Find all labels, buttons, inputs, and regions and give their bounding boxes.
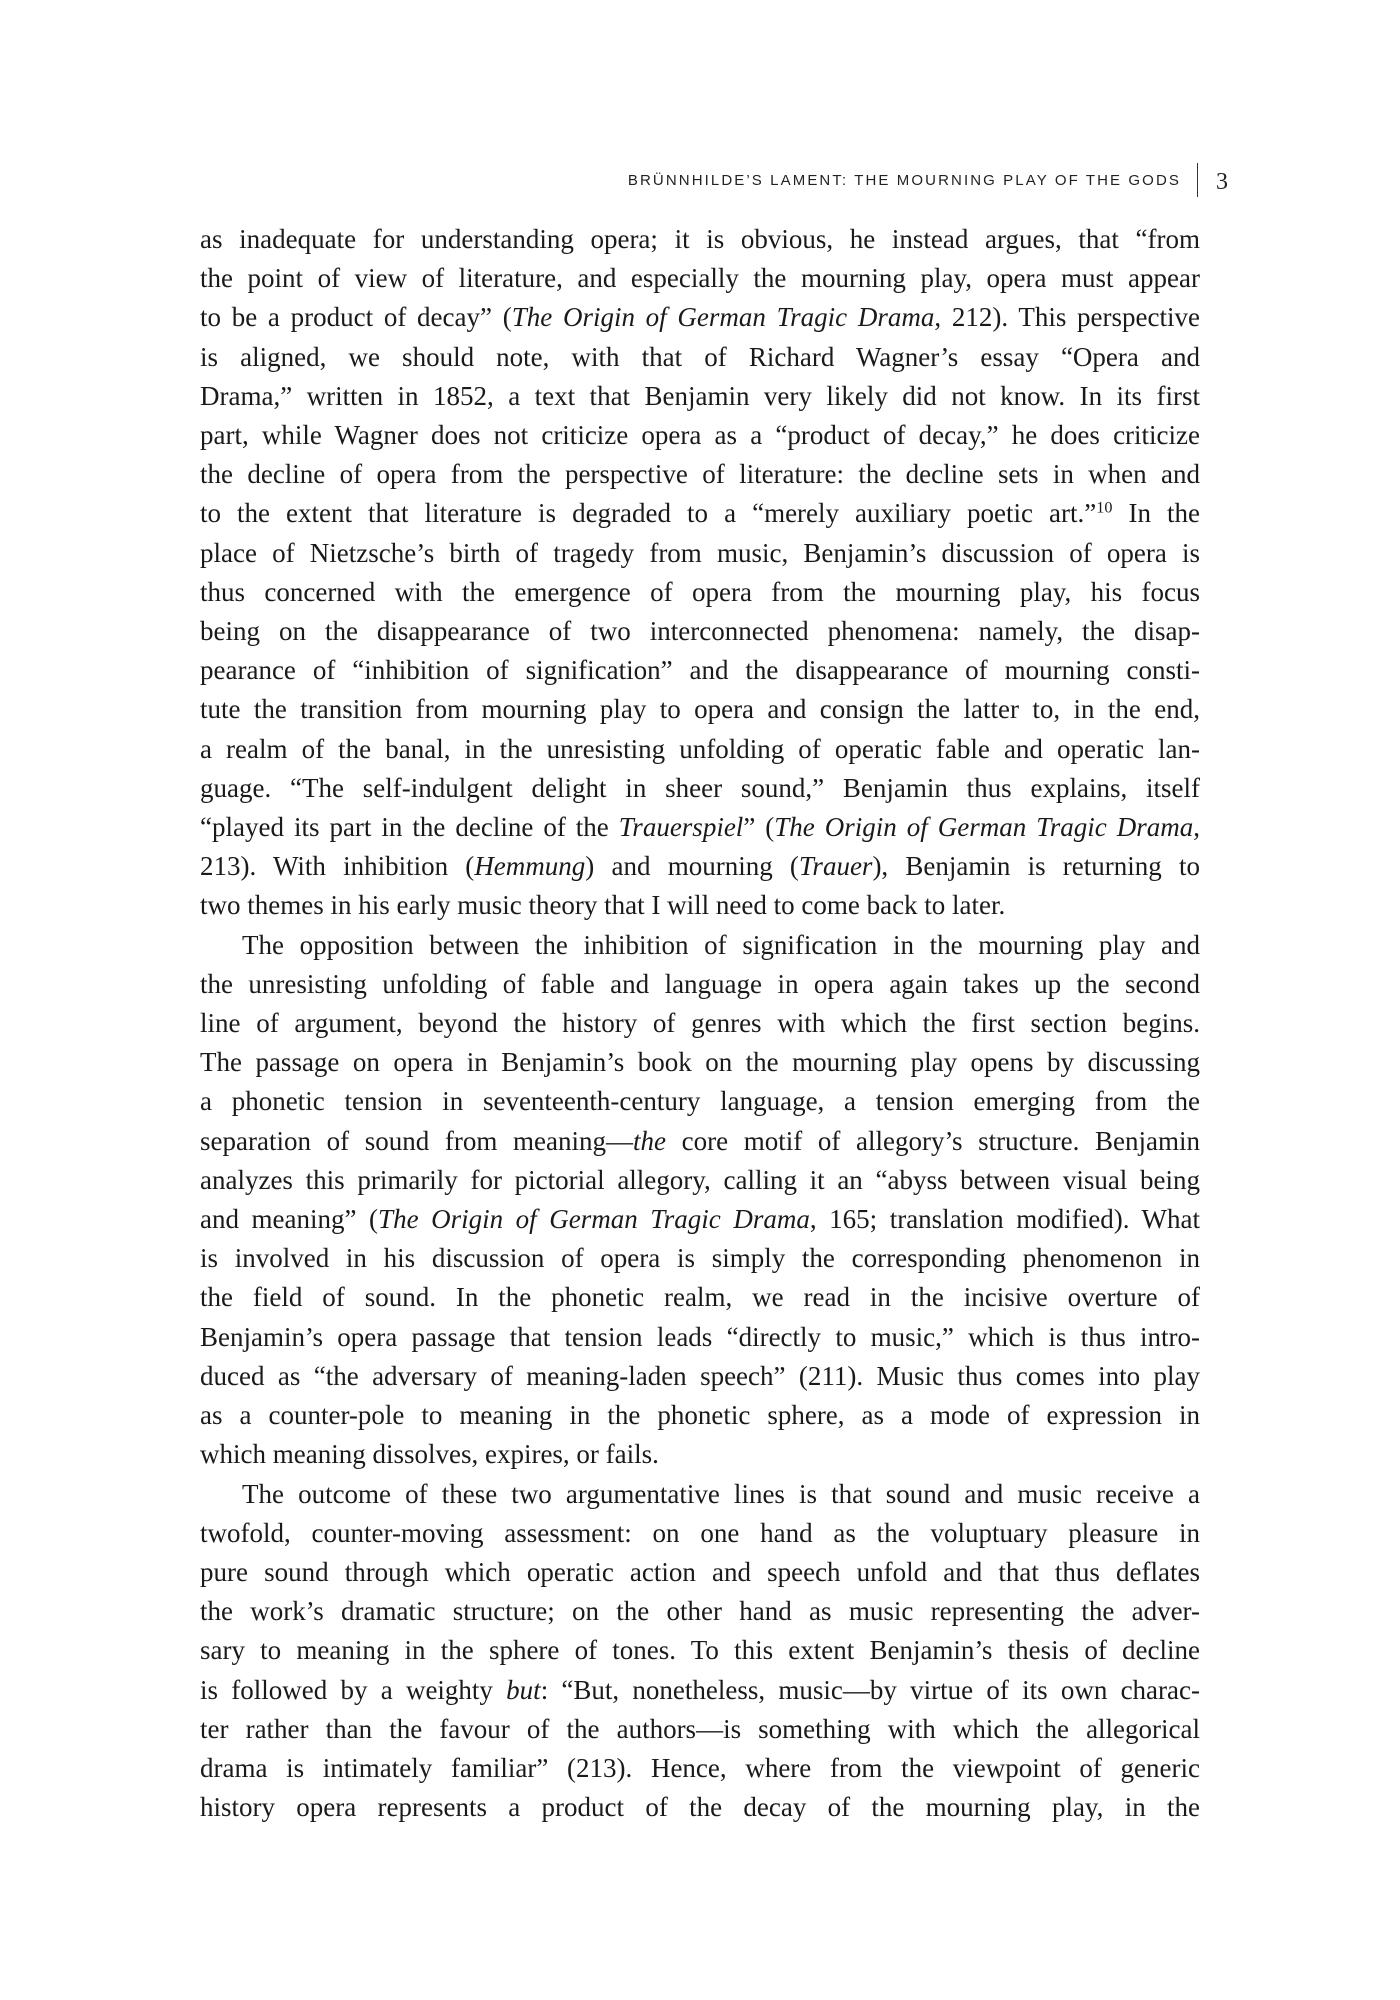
text-line [200,416,1200,455]
text-run: being on the disappearance of two interconnected phenomena: namely, the disap- [200,616,1200,647]
text-run: thus concerned with the emergence of opera from the mourning play, his focus [200,576,1200,607]
text-run: as inadequate for understanding opera; it is obvious, he instead argues, that “from [200,224,1200,254]
text-run: ), Benjamin is returning to [872,851,1200,882]
text-run: analyzes this primarily for pictorial allegory, calling it an “abyss between visual being [200,1164,1200,1195]
text-line [200,1671,1200,1710]
text-run: ) and mourning ( [585,851,799,882]
running-head [628,162,1228,198]
text-run: to the extent that literature is degraded to a “merely auxiliary poetic art.” [200,498,1097,529]
text-line [200,808,1200,847]
text-run: twofold, counter-moving assessment: on one hand as the voluptuary pleasure in [200,1517,1200,1548]
text-run: , 165; translation modified). What [809,1204,1200,1235]
text-run: In the [1112,498,1200,529]
text-run: ” ( [743,812,775,843]
text-line [200,573,1200,612]
text-run: The outcome of these two argumentative lines is that sound and music receive a [242,1478,1200,1509]
text-line [200,1318,1200,1357]
text-run: pure sound through which operatic action and speech unfold and that thus deflates [200,1556,1200,1587]
text-run: drama is intimately familiar” (213). Hence, where from the viewpoint of generic [200,1752,1200,1783]
text-line [200,730,1200,769]
text-line [200,1514,1200,1553]
text-run: to be a product of decay” ( [200,302,512,333]
italic-run: The Origin of German Tragic Drama [774,812,1194,843]
text-run: history opera represents a product of the decay of the mourning play, in the [200,1792,1200,1823]
text-run: a realm of the banal, in the unresisting unfolding of operatic fable and operatic lan- [200,733,1200,764]
text-run: 213). With inhibition ( [200,851,475,882]
text-line [200,651,1200,690]
italic-run: Trauer [798,851,873,882]
text-run: ter rather than the favour of the authors—is something with which the allegorical [200,1713,1200,1744]
text-run: is aligned, we should note, with that of Richard Wagner’s essay “Opera and [200,341,1200,372]
text-run: a phonetic tension in seventeenth-century language, a tension emerging from the [200,1086,1200,1117]
text-line [200,965,1200,1004]
text-run: “played its part in the decline of the [200,812,619,843]
text-run: is followed by a weighty [200,1674,507,1705]
text-run: sary to meaning in the sphere of tones. To this extent Benjamin’s thesis of decline [200,1635,1200,1666]
text-run: The passage on opera in Benjamin’s book on the mourning play opens by discussing [200,1047,1200,1078]
text-run: pearance of “inhibition of signification” and the disappearance of mourning consti- [200,655,1200,686]
text-run: separation of sound from meaning— [200,1125,633,1156]
running-head-title: BRÜNNHILDE’S LAMENT: THE MOURNING PLAY OF THE GODS [627,171,1181,189]
text-line [200,534,1200,573]
text-line [200,690,1200,729]
text-run: part, while Wagner does not criticize opera as a “product of decay,” he does criticize [200,420,1200,451]
paragraph [200,1475,1200,1828]
text-run: , 212). This perspective [934,302,1200,333]
text-line [200,847,1200,886]
text-run: The opposition between the inhibition of signification in the mourning play and [242,929,1200,960]
text-run: Drama,” written in 1852, a text that Benjamin very likely did not know. In its first [200,380,1200,411]
text-run: tute the transition from mourning play to opera and consign the latter to, in the end, [200,694,1200,725]
text-run: : “But, nonetheless, music—by virtue of its own charac- [540,1674,1200,1705]
page-number: 3 [1216,168,1228,195]
text-line [200,1710,1200,1749]
running-head-rule [1197,163,1198,197]
text-line [200,1161,1200,1200]
text-line [200,259,1200,298]
italic-run: The Origin of German Tragic Drama [511,302,935,333]
text-run: the unresisting unfolding of fable and language in opera again takes up the second [200,968,1200,999]
text-line [200,1435,1200,1474]
text-line [200,1475,1200,1514]
text-run: the point of view of literature, and especially the mourning play, opera must appear [200,263,1200,294]
text-line [200,926,1200,965]
text-line [200,455,1200,494]
text-line [200,1239,1200,1278]
italic-run: the [633,1125,666,1156]
text-run: two themes in his early music theory that I will need to come back to later. [200,890,1006,921]
text-line [200,1788,1200,1827]
text-run: and meaning” ( [200,1204,379,1235]
body-text [200,220,1200,1827]
footnote-reference: 10 [1096,498,1113,517]
text-run: the work’s dramatic structure; on the other hand as music representing the adver- [200,1596,1200,1627]
text-line [200,220,1200,259]
text-line [200,886,1200,925]
text-line [200,1357,1200,1396]
text-line [200,377,1200,416]
text-run: duced as “the adversary of meaning-laden speech” (211). Music thus comes into play [200,1360,1200,1391]
text-run: Benjamin’s opera passage that tension leads “directly to music,” which is thus intro- [200,1321,1200,1352]
text-line [200,1553,1200,1592]
text-line [200,1004,1200,1043]
italic-run: but [506,1674,541,1705]
text-run: the field of sound. In the phonetic realm, we read in the incisive overture of [200,1282,1200,1313]
italic-run: The Origin of German Tragic Drama [378,1204,810,1235]
text-line [200,494,1200,533]
text-run: which meaning dissolves, expires, or fails. [200,1439,659,1470]
italic-run: Hemmung [474,851,586,882]
text-line [200,1631,1200,1670]
text-line [200,1043,1200,1082]
text-run: the decline of opera from the perspective of literature: the decline sets in when and [200,459,1200,490]
text-run: core motif of allegory’s structure. Benjamin [666,1125,1200,1156]
text-line [200,298,1200,337]
text-run: , [1193,812,1200,843]
text-run: line of argument, beyond the history of genres with which the first section begins. [200,1008,1200,1039]
text-line [200,1082,1200,1121]
text-run: as a counter-pole to meaning in the phonetic sphere, as a mode of expression in [200,1400,1200,1431]
text-line [200,1122,1200,1161]
text-run: is involved in his discussion of opera is simply the corresponding phenomenon in [200,1243,1200,1274]
text-line [200,1592,1200,1631]
paragraph [200,926,1200,1475]
text-line [200,1278,1200,1317]
text-line [200,769,1200,808]
text-run: guage. “The self-indulgent delight in sheer sound,” Benjamin thus explains, itself [200,772,1200,803]
text-run: place of Nietzsche’s birth of tragedy from music, Benjamin’s discussion of opera is [200,537,1200,568]
text-line [200,1749,1200,1788]
text-line [200,338,1200,377]
text-line [200,1200,1200,1239]
text-line [200,612,1200,651]
text-line [200,1396,1200,1435]
italic-run: Trauerspiel [618,812,744,843]
paragraph [200,220,1200,926]
